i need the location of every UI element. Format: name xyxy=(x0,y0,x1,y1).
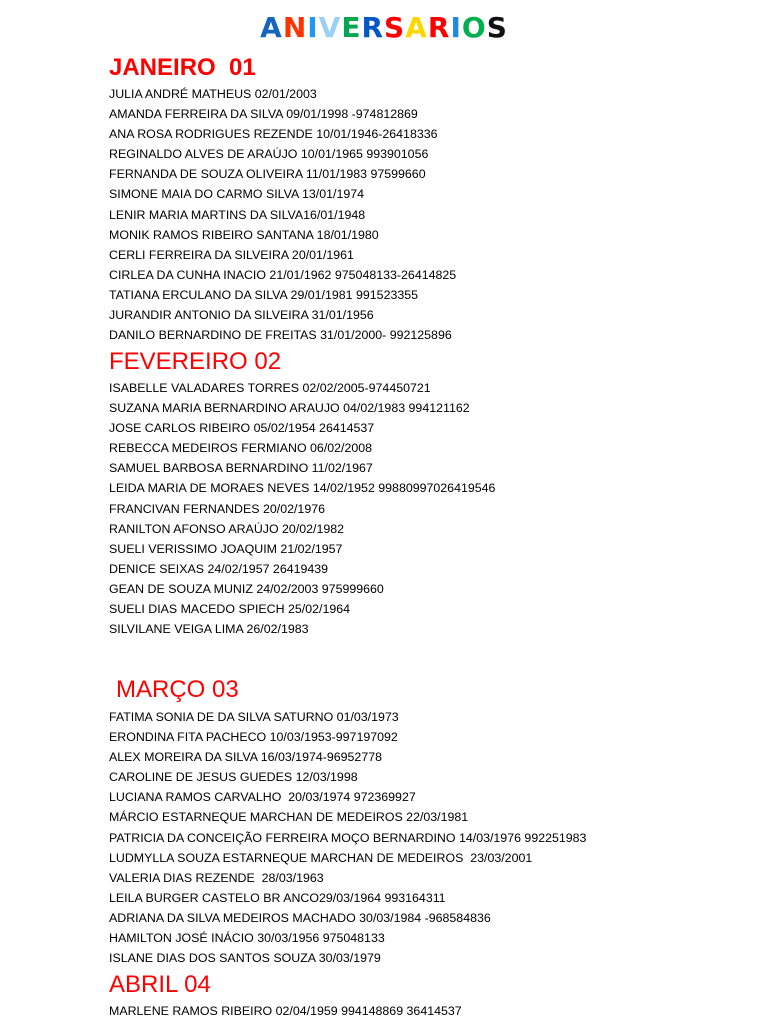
birthday-entry: VALERIA DIAS REZENDE 28/03/1963 xyxy=(109,870,324,885)
birthday-entry: JURANDIR ANTONIO DA SILVEIRA 31/01/1956 xyxy=(109,308,374,323)
birthday-entry: RANILTON AFONSO ARAÚJO 20/02/1982 xyxy=(109,521,345,536)
page-title xyxy=(0,10,768,46)
birthday-entry: SUELI DIAS MACEDO SPIECH 25/02/1964 xyxy=(109,602,351,617)
birthday-entry: FERNANDA DE SOUZA OLIVEIRA 11/01/1983 97599660 xyxy=(109,167,426,182)
birthday-entry: DANILO BERNARDINO DE FREITAS 31/01/2000- 992125896 xyxy=(109,328,452,343)
birthday-entry: LEILA BURGER CASTELO BR ANCO29/03/1964 993164311 xyxy=(109,890,446,905)
birthday-entry: CERLI FERREIRA DA SILVEIRA 20/01/1961 xyxy=(109,247,354,262)
birthday-entry: MÁRCIO ESTARNEQUE MARCHAN DE MEDEIROS 22/03/1981 xyxy=(109,810,469,825)
birthday-entry: ISABELLE VALADARES TORRES 02/02/2005-974450721 xyxy=(109,381,431,395)
birthday-entry: MARLENE RAMOS RIBEIRO 02/04/1959 994148869 36414537 xyxy=(109,1004,462,1018)
title-letter: O xyxy=(461,11,487,44)
birthday-entry: CAROLINE DE JESUS GUEDES 12/03/1998 xyxy=(109,770,358,785)
birthday-entry: SILVILANE VEIGA LIMA 26/02/1983 xyxy=(109,622,309,637)
birthday-entry: REGINALDO ALVES DE ARAÚJO 10/01/1965 993901056 xyxy=(109,147,429,162)
title-letter: E xyxy=(341,11,362,44)
title-letter: S xyxy=(384,11,406,44)
month-heading-fevereiro: FEVEREIRO 02 xyxy=(109,348,282,375)
title-letter: I xyxy=(307,11,319,44)
birthday-entry: DENICE SEIXAS 24/02/1957 26419439 xyxy=(109,561,329,576)
birthday-entry: ERONDINA FITA PACHECO 10/03/1953-997197092 xyxy=(109,730,398,745)
month-heading-abril: ABRIL 04 xyxy=(109,971,211,998)
birthday-entry: REBECCA MEDEIROS FERMIANO 06/02/2008 xyxy=(109,441,373,456)
birthday-entry: LENIR MARIA MARTINS DA SILVA16/01/1948 xyxy=(109,207,366,222)
birthday-entry: MONIK RAMOS RIBEIRO SANTANA 18/01/1980 xyxy=(109,227,379,242)
birthday-list-abril xyxy=(109,1001,462,1021)
title-letter: S xyxy=(486,11,508,44)
month-heading-janeiro: JANEIRO 01 xyxy=(109,54,256,81)
title-letter: A xyxy=(405,11,428,44)
birthday-entry: SUELI VERISSIMO JOAQUIM 21/02/1957 xyxy=(109,541,343,556)
title-letter: A xyxy=(260,11,283,44)
birthday-entry: JULIA ANDRÉ MATHEUS 02/01/2003 xyxy=(109,87,317,101)
birthday-entry: PATRICIA DA CONCEIÇÃO FERREIRA MOÇO BERNARDINO 14/03/1976 992251983 xyxy=(109,830,587,845)
title-letter: R xyxy=(427,11,451,44)
birthday-entry: TATIANA ERCULANO DA SILVA 29/01/1981 991523355 xyxy=(109,287,419,302)
birthday-entry: SUZANA MARIA BERNARDINO ARAUJO 04/02/1983 994121162 xyxy=(109,401,470,416)
birthday-entry: SIMONE MAIA DO CARMO SILVA 13/01/1974 xyxy=(109,187,365,202)
birthday-entry: FRANCIVAN FERNANDES 20/02/1976 xyxy=(109,501,325,516)
title-letter: N xyxy=(282,11,308,44)
birthday-entry: ADRIANA DA SILVA MEDEIROS MACHADO 30/03/1984 -968584836 xyxy=(109,910,491,925)
birthday-entry: AMANDA FERREIRA DA SILVA 09/01/1998 -974812869 xyxy=(109,107,418,122)
birthday-entry: LUCIANA RAMOS CARVALHO 20/03/1974 972369927 xyxy=(109,790,416,805)
birthday-entry: FATIMA SONIA DE DA SILVA SATURNO 01/03/1973 xyxy=(109,710,399,724)
month-heading-marco: MARÇO 03 xyxy=(116,676,239,703)
birthday-entry: ANA ROSA RODRIGUES REZENDE 10/01/1946-26418336 xyxy=(109,127,438,142)
birthday-entry: ISLANE DIAS DOS SANTOS SOUZA 30/03/1979 xyxy=(109,951,381,966)
birthday-entry: LEIDA MARIA DE MORAES NEVES 14/02/1952 99880997026419546 xyxy=(109,481,496,496)
title-letter: I xyxy=(450,11,462,44)
birthday-list-fevereiro xyxy=(109,378,495,639)
birthday-list-marco xyxy=(109,707,586,968)
birthday-entry: HAMILTON JOSÉ INÁCIO 30/03/1956 975048133 xyxy=(109,931,385,946)
title-letter: V xyxy=(318,11,342,44)
birthday-list-janeiro xyxy=(109,84,456,345)
birthday-entry: SAMUEL BARBOSA BERNARDINO 11/02/1967 xyxy=(109,461,373,476)
birthday-entry: LUDMYLLA SOUZA ESTARNEQUE MARCHAN DE MEDEIROS 23/03/2001 xyxy=(109,850,533,865)
birthday-entry: GEAN DE SOUZA MUNIZ 24/02/2003 975999660 xyxy=(109,581,384,596)
birthday-entry: ALEX MOREIRA DA SILVA 16/03/1974-96952778 xyxy=(109,750,382,765)
title-letter: R xyxy=(361,11,385,44)
birthday-entry: CIRLEA DA CUNHA INACIO 21/01/1962 975048133-26414825 xyxy=(109,267,457,282)
birthday-entry: JOSE CARLOS RIBEIRO 05/02/1954 26414537 xyxy=(109,421,375,436)
